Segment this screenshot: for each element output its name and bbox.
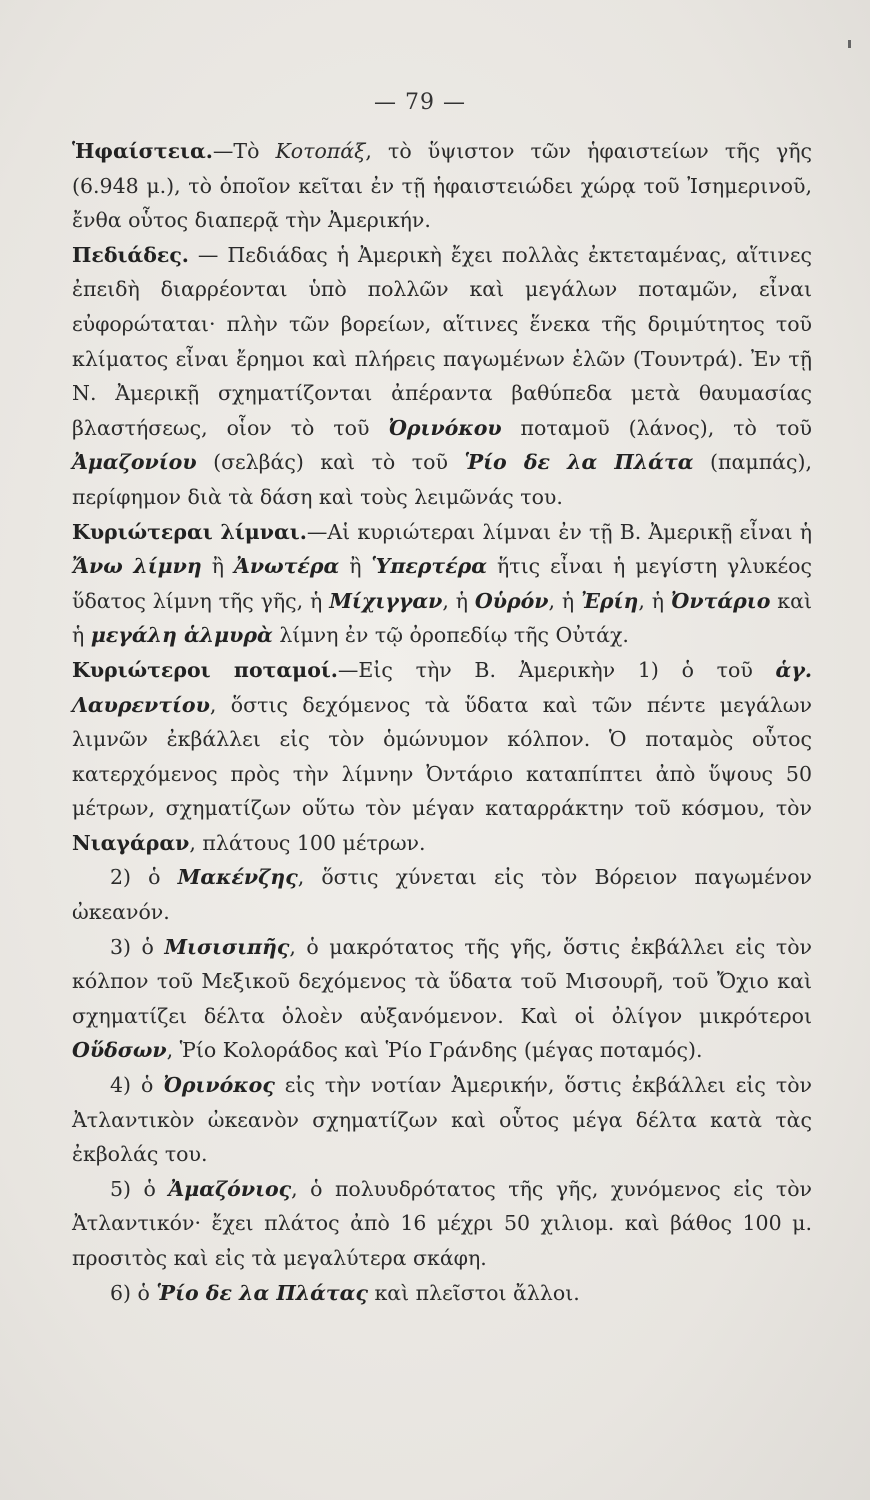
emphasized-term: Ἀμαζονίου	[72, 450, 197, 475]
text-run: ποταμοῦ (λάνος), τὸ τοῦ	[501, 415, 812, 440]
emphasized-term: Κοτοπάξ	[275, 139, 366, 163]
text-run: (παμπάς), περίφημον διὰ τὰ δάση καὶ τοὺς λειμῶνάς του.	[72, 450, 813, 509]
emphasized-term: Ὀρινόκου	[388, 415, 502, 440]
text-run: , τὸ ὕψιστον τῶν ἡφαιστείων τῆς γῆς (6.948 μ.), τὸ ὁποῖον κεῖται ἐν τῇ ἡφαιστειώδει χώρᾳ τοῦ Ἰσημερινοῦ, ἔνθα οὗτος διαπερᾷ τὴν Ἀμερικήν.	[72, 139, 812, 233]
text-run: —Τὸ	[212, 139, 276, 163]
text-run: , ἡ	[548, 588, 582, 613]
text-run: , ὅστις δεχόμενος τὰ ὕδατα καὶ τῶν πέντε μεγάλων λιμνῶν ἐκβάλλει εἰς τὸν ὁμώνυμον κόλπον. Ὁ ποταμὸς οὗτος κατερχόμενος πρὸς τὴν λίμνην Ὀντάριο καταπίπτει ἀπὸ ὕψους 50 μέτρων, σχηματίζων οὕτω τὸν μέγαν καταρράκτην τοῦ κόσμου, τὸν	[72, 692, 812, 821]
text-run: λίμνη ἐν τῷ ὀροπεδίῳ τῆς Οὐτάχ.	[272, 623, 629, 648]
paragraph-river-6	[72, 1276, 812, 1311]
emphasized-term: Μισισιπῆς	[164, 934, 290, 959]
body-text	[72, 134, 812, 1310]
text-run: , ὁ πολυυδρότατος τῆς γῆς, χυνόμενος εἰς τὸν Ἀτλαντικόν· ἔχει πλάτος ἀπὸ 16 μέχρι 50 χιλιομ. καὶ βάθος 100 μ. προσιτὸς καὶ εἰς τὰ μεγαλύτερα σκάφη.	[72, 1176, 812, 1270]
emphasized-term: ἁγ. Λαυρεντίου	[72, 657, 812, 717]
section-heading: Πεδιάδες.	[72, 242, 189, 267]
text-run: , ἡ	[442, 588, 475, 613]
text-run: ἢ	[339, 554, 372, 579]
section-heading: Ἡφαίστεια.	[72, 139, 213, 163]
text-run: καὶ πλεῖστοι ἄλλοι.	[367, 1280, 580, 1305]
text-run: , ὅστις χύνεται εἰς τὸν Βόρειον παγωμένον ὠκεανόν.	[72, 865, 812, 925]
page-number: — 79 —	[374, 90, 466, 115]
paragraph-volcanoes	[72, 134, 812, 238]
text-run: 5) ὁ	[110, 1176, 169, 1201]
text-run: εἰς τὴν νοτίαν Ἀμερικήν, ὅστις ἐκβάλλει εἰς τὸν Ἀτλαντικὸν ὠκεανὸν σχηματίζων καὶ οὗτος μέγα δέλτα κατὰ τὰς ἐκβολάς του.	[72, 1073, 812, 1167]
paragraph-plains	[72, 238, 812, 515]
emphasized-term: Ἄνω λίμνη	[72, 554, 202, 579]
text-run: , ἡ	[638, 588, 671, 613]
emphasized-term: μεγάλη ἁλμυρὰ	[90, 623, 273, 648]
emphasized-term: Ἀμαζόνιος	[168, 1176, 292, 1201]
emphasized-term: Οὕδσων	[72, 1038, 167, 1063]
text-run: 3) ὁ	[110, 934, 165, 959]
emphasized-term: Ἀνωτέρα	[233, 554, 340, 579]
margin-mark	[848, 40, 851, 48]
text-run: —Αἱ κυριώτεραι λίμναι ἐν τῇ Β. Ἀμερικῇ εἶναι ἡ	[306, 519, 812, 544]
text-run: ἥτις εἶναι ἡ μεγίστη γλυκέος ὕδατος λίμνη τῆς γῆς, ἡ	[72, 554, 812, 613]
paragraph-river-3	[72, 930, 812, 1068]
text-run: — Πεδιάδας ἡ Ἀμερικὴ ἔχει πολλὰς ἐκτεταμένας, αἵτινες ἐπειδὴ διαρρέονται ὑπὸ πολλῶν καὶ μεγάλων ποταμῶν, εἶναι εὐφορώταται· πλὴν τῶν βορείων, αἵτινες ἕνεκα τῆς δριμύτητος τοῦ κλίματος εἶναι ἔρημοι καὶ πλήρεις παγωμένων ἑλῶν (Τουντρά). Ἐν τῇ Ν. Ἀμερικῇ σχηματίζονται ἀπέραντα βαθύπεδα μετὰ θαυμασίας βλαστήσεως, οἷον τὸ τοῦ	[72, 242, 812, 440]
text-run: , ὁ μακρότατος τῆς γῆς, ὅστις ἐκβάλλει εἰς τὸν κόλπον τοῦ Μεξικοῦ δεχόμενος τὰ ὕδατα τοῦ Μισουρῆ, τοῦ Ὄχιο καὶ σχηματίζει δέλτα ὁλοὲν αὐξανόμενον. Καὶ οἱ ὀλίγον μικρότεροι	[72, 934, 812, 1028]
emphasized-term: Ὑπερτέρα	[371, 554, 488, 579]
paragraph-river-4	[72, 1068, 812, 1172]
emphasized-term: Οὑρόν	[474, 588, 549, 613]
text-run: 4) ὁ	[110, 1073, 164, 1098]
text-run: , Ῥίο Κολοράδος καὶ Ῥίο Γράνδης (μέγας ποταμός).	[166, 1038, 703, 1063]
text-run: καὶ ἡ	[72, 588, 812, 648]
text-run: , πλάτους 100 μέτρων.	[189, 830, 426, 855]
emphasized-term: Νιαγάραν	[72, 830, 190, 855]
paragraph-river-2	[72, 860, 812, 929]
emphasized-term: Ὀρινόκος	[163, 1073, 275, 1098]
emphasized-term: Μακένζης	[177, 865, 298, 890]
emphasized-term: Ῥίο δε λα Πλάτα	[464, 450, 694, 475]
section-heading: Κυριώτεροι ποταμοί.	[72, 657, 338, 682]
emphasized-term: Ὀντάριο	[670, 588, 771, 613]
paragraph-rivers	[72, 653, 812, 861]
emphasized-term: Ἐρίη	[581, 588, 639, 613]
emphasized-term: Ῥίο δε λα Πλάτας	[156, 1280, 368, 1305]
text-run: (σελβάς) καὶ τὸ τοῦ	[196, 450, 465, 475]
text-run: —Εἰς τὴν Β. Ἀμερικὴν 1) ὁ τοῦ	[337, 657, 776, 682]
section-heading: Κυριώτεραι λίμναι.	[72, 519, 307, 544]
text-run: 6) ὁ	[110, 1280, 157, 1305]
text-run: ἢ	[201, 554, 234, 579]
text-run: 2) ὁ	[110, 865, 178, 890]
emphasized-term: Μίχιγγαν	[329, 588, 443, 613]
paragraph-lakes	[72, 515, 812, 653]
paragraph-river-5	[72, 1172, 812, 1276]
